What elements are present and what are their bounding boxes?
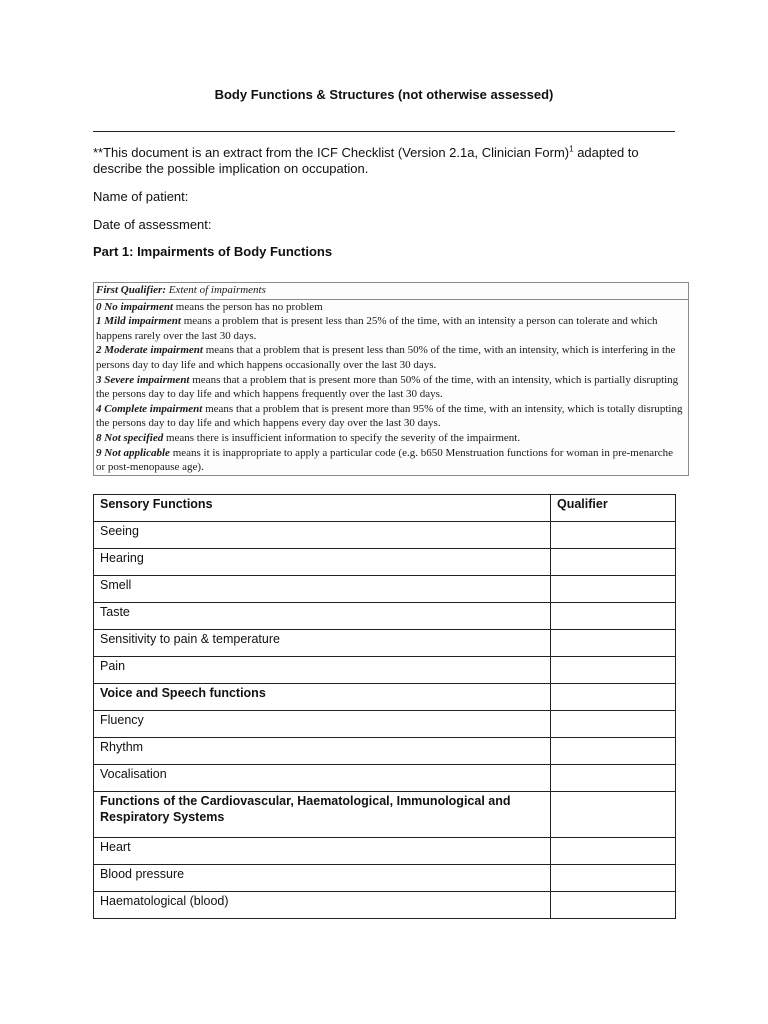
table-row	[94, 603, 676, 630]
table-row	[94, 738, 676, 765]
qualifier-term: 0 No impairment	[96, 300, 174, 313]
row-label: Heart	[94, 838, 551, 865]
qualifier-term: 8 Not specified	[96, 431, 164, 444]
section-heading: Functions of the Cardiovascular, Haematological, Immunological and Respiratory Systems	[94, 792, 551, 838]
intro-text: **This document is an extract from the ICF Checklist (Version 2.1a, Clinician Form)	[93, 145, 570, 160]
footnote-marker: 1	[569, 144, 574, 154]
table-header-qualifier: Qualifier	[551, 495, 676, 522]
qualifier-cell[interactable]	[551, 711, 676, 738]
row-label: Taste	[94, 603, 551, 630]
part-heading: Part 1: Impairments of Body Functions	[93, 244, 333, 259]
qualifier-cell[interactable]	[551, 792, 676, 838]
table-row	[94, 711, 676, 738]
table-row	[94, 892, 676, 919]
qualifier-item	[96, 300, 684, 315]
patient-name-label: Name of patient:	[93, 189, 189, 204]
table-row	[94, 765, 676, 792]
qualifier-description: means it is inappropriate to apply a particular code (e.g. b650 Menstruation functions for woman in pre-menarche or post-menopause age).	[96, 446, 674, 474]
qualifier-cell[interactable]	[551, 576, 676, 603]
table-row	[94, 549, 676, 576]
page-title: Body Functions & Structures (not otherwise assessed)	[214, 87, 554, 102]
intro-paragraph	[93, 145, 675, 177]
table-row	[94, 838, 676, 865]
qualifier-legend-heading	[94, 283, 688, 300]
row-label: Vocalisation	[94, 765, 551, 792]
qualifier-cell[interactable]	[551, 657, 676, 684]
qualifier-cell[interactable]	[551, 738, 676, 765]
qualifier-cell[interactable]	[551, 684, 676, 711]
table-row	[94, 657, 676, 684]
qualifier-cell[interactable]	[551, 630, 676, 657]
qualifier-cell[interactable]	[551, 603, 676, 630]
intro-tail: adapted to describe the possible implication on occupation.	[93, 145, 639, 176]
qualifier-description: means that a problem that is present more than 95% of the time, with an intensity, which is totally disrupting the persons day to day life and which happens every day over the last 30 days.	[96, 402, 683, 430]
qualifier-heading-bold: First Qualifier:	[96, 284, 166, 296]
row-label: Fluency	[94, 711, 551, 738]
row-label: Seeing	[94, 522, 551, 549]
qualifier-item	[96, 431, 684, 446]
row-label: Hearing	[94, 549, 551, 576]
qualifier-description: means that a problem that is present less than 50% of the time, with an intensity, which is interfering in the persons day to day life and which happens occasionally over the last 30 days.	[96, 344, 676, 371]
qualifier-cell[interactable]	[551, 892, 676, 919]
qualifier-term: 1 Mild impairment	[96, 315, 181, 328]
qualifier-term: 2 Moderate impairment	[96, 344, 203, 357]
qualifier-cell[interactable]	[551, 838, 676, 865]
qualifier-cell[interactable]	[551, 865, 676, 892]
qualifier-item	[96, 402, 684, 431]
row-label: Haematological (blood)	[94, 892, 551, 919]
section-heading: Voice and Speech functions	[94, 684, 551, 711]
table-header-functions: Sensory Functions	[94, 495, 551, 522]
row-label: Smell	[94, 576, 551, 603]
row-label: Pain	[94, 657, 551, 684]
assessment-date-label: Date of assessment:	[93, 217, 212, 232]
qualifier-description: means there is insufficient information to specify the severity of the impairment.	[163, 431, 521, 444]
qualifier-cell[interactable]	[551, 549, 676, 576]
qualifier-description: means that a problem that is present more than 50% of the time, with an intensity, which is partially disrupting the persons day to day life and which happens frequently over the last 30 days.	[96, 373, 679, 401]
qualifier-item	[96, 343, 684, 372]
qualifier-description: means a problem that is present less than 25% of the time, with an intensity a person can tolerate and which happens rarely over the last 30 days.	[96, 315, 658, 342]
body-functions-table	[93, 494, 676, 919]
row-label: Rhythm	[94, 738, 551, 765]
qualifier-term: 4 Complete impairment	[96, 402, 203, 415]
table-section-row	[94, 684, 676, 711]
qualifier-legend-box	[93, 282, 689, 476]
table-row	[94, 576, 676, 603]
qualifier-term: 9 Not applicable	[96, 446, 170, 459]
table-row	[94, 522, 676, 549]
qualifier-item	[96, 314, 684, 343]
qualifier-term: 3 Severe impairment	[96, 373, 190, 386]
qualifier-cell[interactable]	[551, 765, 676, 792]
table-header-row	[94, 495, 676, 522]
table-section-row	[94, 792, 676, 838]
qualifier-heading-rest: Extent of impairments	[165, 284, 266, 296]
table-row	[94, 865, 676, 892]
row-label: Sensitivity to pain & temperature	[94, 630, 551, 657]
title-divider	[93, 131, 675, 132]
row-label: Blood pressure	[94, 865, 551, 892]
qualifier-description: means the person has no problem	[173, 300, 323, 313]
qualifier-item	[96, 446, 684, 475]
qualifier-cell[interactable]	[551, 522, 676, 549]
qualifier-item	[96, 373, 684, 402]
table-row	[94, 630, 676, 657]
